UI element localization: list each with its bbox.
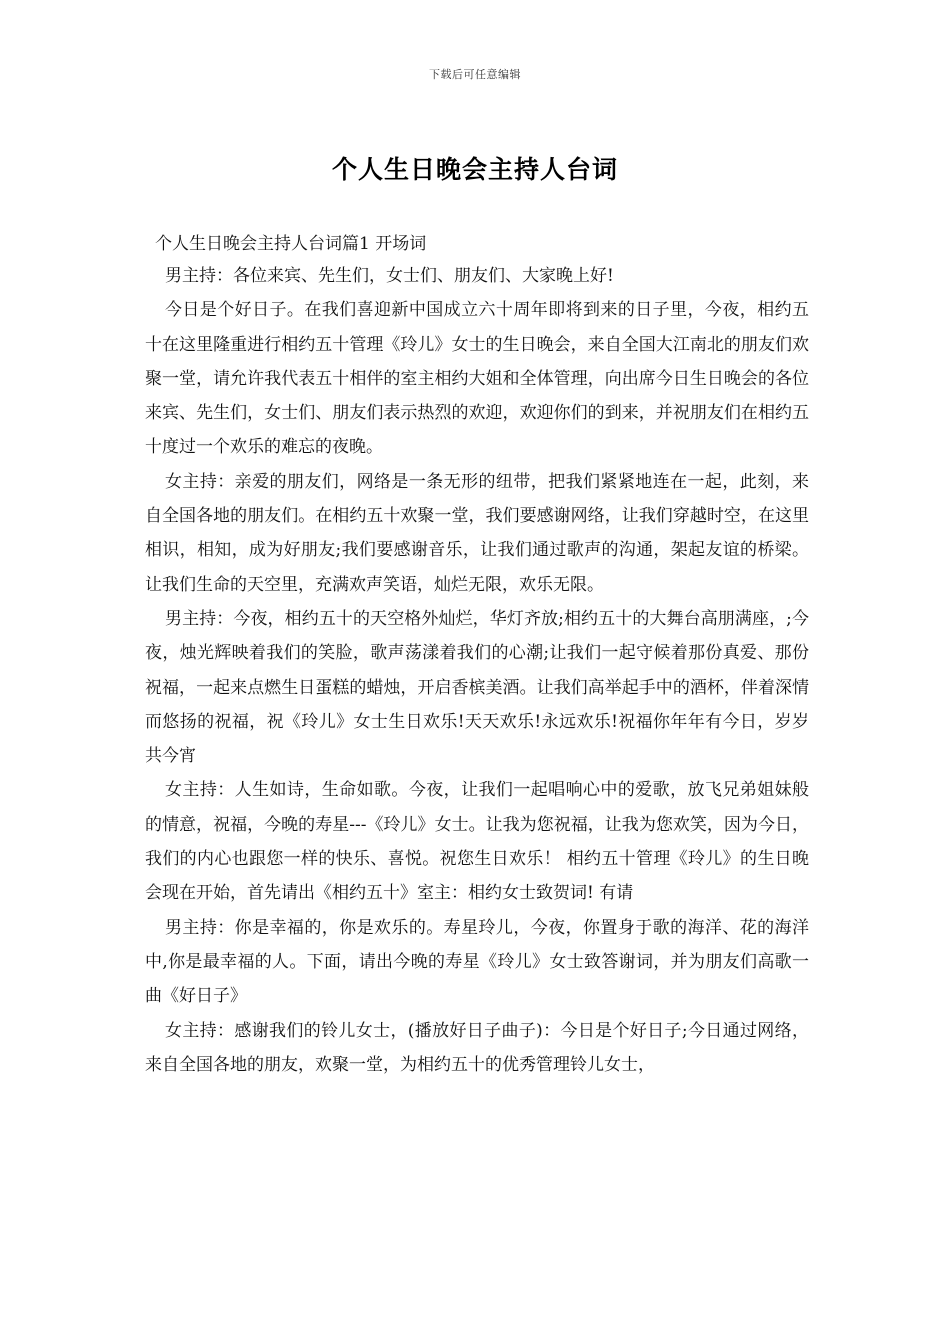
paragraph-male-host-tonight: 男主持：今夜，相约五十的天空格外灿烂，华灯齐放;相约五十的大舞台高朋满座，;今夜，烛光辉映着我们的笑脸，歌声荡漾着我们的心潮;让我们一起守候着那份真爱、那份祝福，一起来点燃生日蛋糕的蜡烛，开启香槟美酒。让我们高举起手中的酒杯，伴着深情而悠扬的祝福，祝《玲儿》女士生日欢乐!天天欢乐!永远欢乐!祝福你年年有今日，岁岁共今宵: [145, 608, 809, 767]
paragraph-female-host-poem: 女主持：人生如诗，生命如歌。今夜，让我们一起唱响心中的爱歌，放飞兄弟姐妹般的情意，祝福，今晚的寿星---《玲儿》女士。让我为您祝福，让我为您欢笑，因为今日，我们的内心也跟您一样的快乐、喜悦。祝您生日欢乐！ 相约五十管理《玲儿》的生日晚会现在开始，首先请出《相约五十》室主：相约女士致贺词! 有请: [145, 780, 809, 904]
header-note: 下载后可任意编辑: [429, 68, 521, 81]
paragraph-male-host-happiness: 男主持：你是幸福的，你是欢乐的。寿星玲儿，今夜，你置身于歌的海洋、花的海洋中,你是最幸福的人。下面，请出今晚的寿星《玲儿》女士致答谢词，并为朋友们高歌一曲《好日子》: [145, 917, 809, 1007]
paragraph-male-host-greeting: 男主持：各位来宾、先生们，女士们、朋友们、大家晚上好!: [165, 266, 614, 286]
paragraph-opening-speech: 今日是个好日子。在我们喜迎新中国成立六十周年即将到来的日子里，今夜，相约五十在这里隆重进行相约五十管理《玲儿》女士的生日晚会，来自全国大江南北的朋友们欢聚一堂，请允许我代表五十相伴的室主相约大姐和全体管理，向出席今日生日晚会的各位来宾、先生们，女士们、朋友们表示热烈的欢迎，欢迎你们的到来，并祝朋友们在相约五十度过一个欢乐的难忘的夜晚。: [145, 300, 809, 458]
section-heading: 个人生日晚会主持人台词篇1 开场词: [155, 234, 427, 254]
page-title: 个人生日晚会主持人台词: [331, 155, 618, 184]
paragraph-female-host-network: 女主持：亲爱的朋友们，网络是一条无形的纽带，把我们紧紧地连在一起，此刻，来自全国各地的朋友们。在相约五十欢聚一堂，我们要感谢网络，让我们穿越时空，在这里相识，相知，成为好朋友;我们要感谢音乐，让我们通过歌声的沟通，架起友谊的桥梁。让我们生命的天空里，充满欢声笑语，灿烂无限，欢乐无限。: [145, 471, 809, 595]
document-body: [145, 232, 809, 1082]
paragraph-female-host-thanks: 女主持：感谢我们的铃儿女士，(播放好日子曲子)：今日是个好日子;今日通过网络，来自全国各地的朋友，欢聚一堂，为相约五十的优秀管理铃儿女士，: [145, 1020, 809, 1075]
